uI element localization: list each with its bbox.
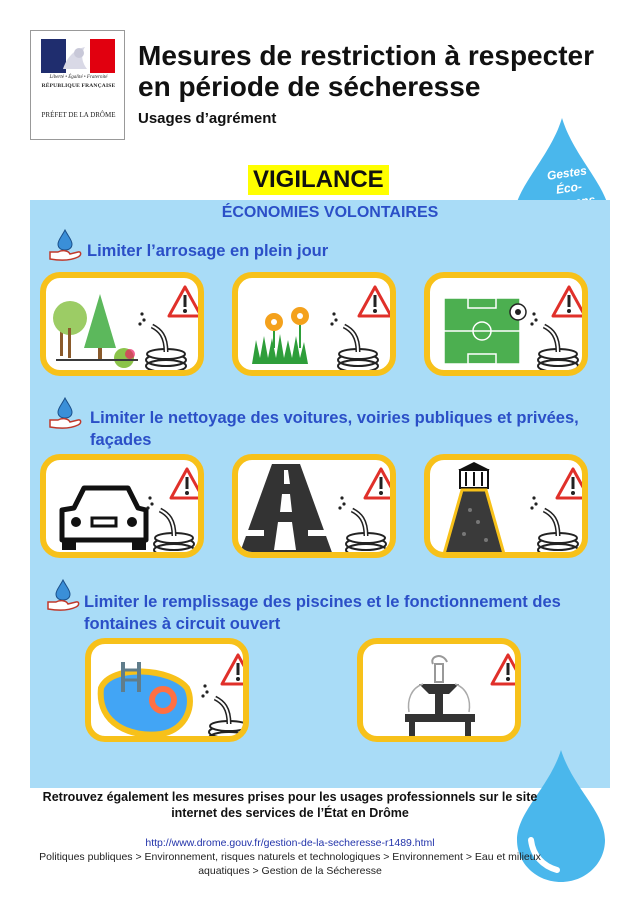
badge-line-gestes: Gestes [546,163,588,183]
card-trees-watering [40,272,204,376]
section-title-pools: Limiter le remplissage des piscines et le fonctionnement des fontaines à circuit ouvert [84,593,561,633]
footer-link[interactable]: http://www.drome.gouv.fr/gestion-de-la-secheresse-r1489.html [145,837,435,849]
section-title-watering: Limiter l’arrosage en plein jour [87,242,329,260]
water-hand-icon [48,396,82,430]
marianne-flag-icon [41,39,115,73]
card-pool-filling [85,638,249,742]
water-hand-icon [46,578,80,612]
page-subtitle: Usages d’agrément [138,110,277,127]
republic-label: RÉPUBLIQUE FRANÇAISE [41,83,116,89]
prefecture-logo [30,30,125,140]
prefet-label: PRÉFET DE LA DRÔME [41,111,116,119]
republic-motto: Liberté • Égalité • Fraternité [49,75,108,80]
footer-notice: Retrouvez également les mesures prises pour les usages professionnels sur le site internet des services de l’État en Drôme [42,790,538,820]
card-car-cleaning [40,454,204,558]
page-title: Mesures de restriction à respecter en période de sécheresse [138,40,594,102]
water-hand-icon [48,228,82,262]
card-facade-cleaning [424,454,588,558]
section-title-cleaning: Limiter le nettoyage des voitures, voiries publiques et privées, façades [90,409,579,449]
card-flowers-watering [232,272,396,376]
vigilance-level-label: VIGILANCE [248,165,389,195]
card-road-cleaning [232,454,396,558]
card-fountain [357,638,521,742]
badge-line-eco: Éco- [555,179,583,197]
card-pitch-watering [424,272,588,376]
footer-breadcrumb: Politiques publiques > Environnement, risques naturels et technologiques > Environnement > Eau et milieux aquatiques > Gestion de la Sécheresse [39,851,541,877]
level-subtitle: ÉCONOMIES VOLONTAIRES [221,204,439,221]
